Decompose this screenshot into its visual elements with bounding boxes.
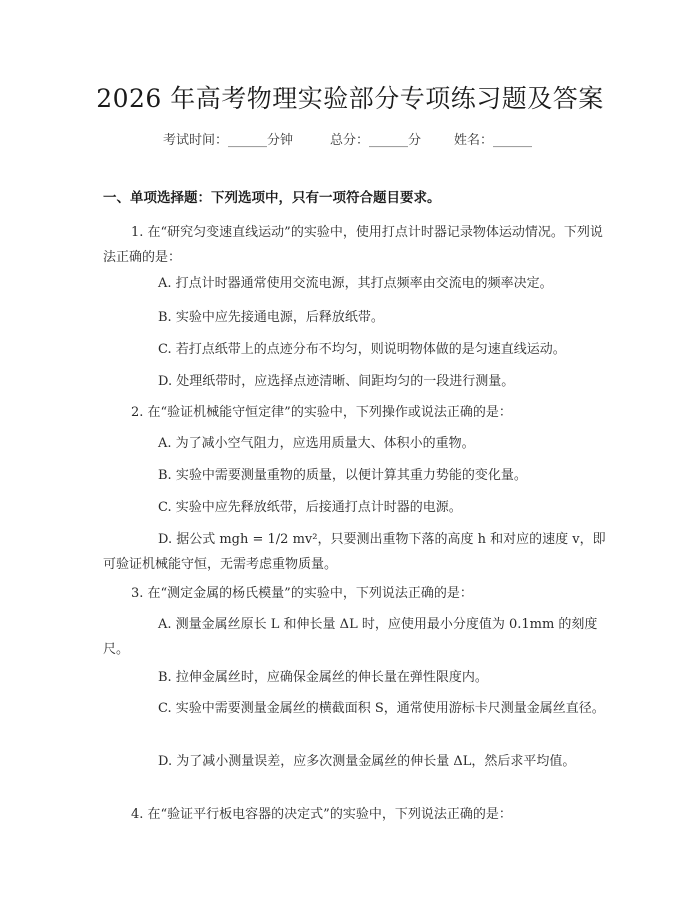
question-3-option-d: D. 为了减小测量误差，应多次测量金属丝的伸长量 ΔL，然后求平均值。 [158,754,576,769]
question-4-stem: 4. 在“验证平行板电容器的决定式”的实验中，下列说法正确的是： [131,807,512,822]
question-2-option-d: D. 据公式 mgh = 1/2 mv²，只要测出重物下落的高度 h 和对应的速度 v，即可验证机械能守恒，无需考虑重物质量。 [103,532,606,572]
question-2-option-b: B. 实验中需要测量重物的质量，以便计算其重力势能的变化量。 [158,468,527,483]
question-1-stem: 1. 在“研究匀变速直线运动”的实验中，使用打点计时器记录物体运动情况。下列说法正确的是： [103,225,603,265]
section-heading: 一、单项选择题：下列选项中，只有一项符合题目要求。 [103,190,441,206]
question-1-option-b: B. 实验中应先接通电源，后释放纸带。 [158,310,384,325]
question-1-option-a: A. 打点计时器通常使用交流电源，其打点频率由交流电的频率决定。 [158,276,553,291]
question-3-stem: 3. 在“测定金属的杨氏模量”的实验中，下列说法正确的是： [131,586,473,601]
question-1-option-d: D. 处理纸带时，应选择点迹清晰、间距均匀的一段进行测量。 [158,374,515,389]
question-3-option-c: C. 实验中需要测量金属丝的横截面积 S，通常使用游标卡尺测量金属丝直径。 [158,701,605,716]
question-3-option-b: B. 拉伸金属丝时，应确保金属丝的伸长量在弹性限度内。 [158,670,488,685]
exam-time-field: 考试时间：______分钟 [163,133,294,148]
question-2-stem: 2. 在“验证机械能守恒定律”的实验中，下列操作或说法正确的是： [131,405,512,420]
student-name-field: 姓名：______ [454,133,533,148]
question-2-option-c: C. 实验中应先释放纸带，后接通打点计时器的电源。 [158,500,462,515]
total-score-field: 总分：______分 [330,133,422,148]
question-3-option-a: A. 测量金属丝原长 L 和伸长量 ΔL 时，应使用最小分度值为 0.1mm 的刻度尺。 [103,617,598,657]
question-2-option-a: A. 为了减小空气阻力，应选用质量大、体积小的重物。 [158,436,475,451]
document-title: 2026 年高考物理实验部分专项练习题及答案 [96,84,604,113]
question-1-option-c: C. 若打点纸带上的点迹分布不均匀，则说明物体做的是匀速直线运动。 [158,342,566,357]
